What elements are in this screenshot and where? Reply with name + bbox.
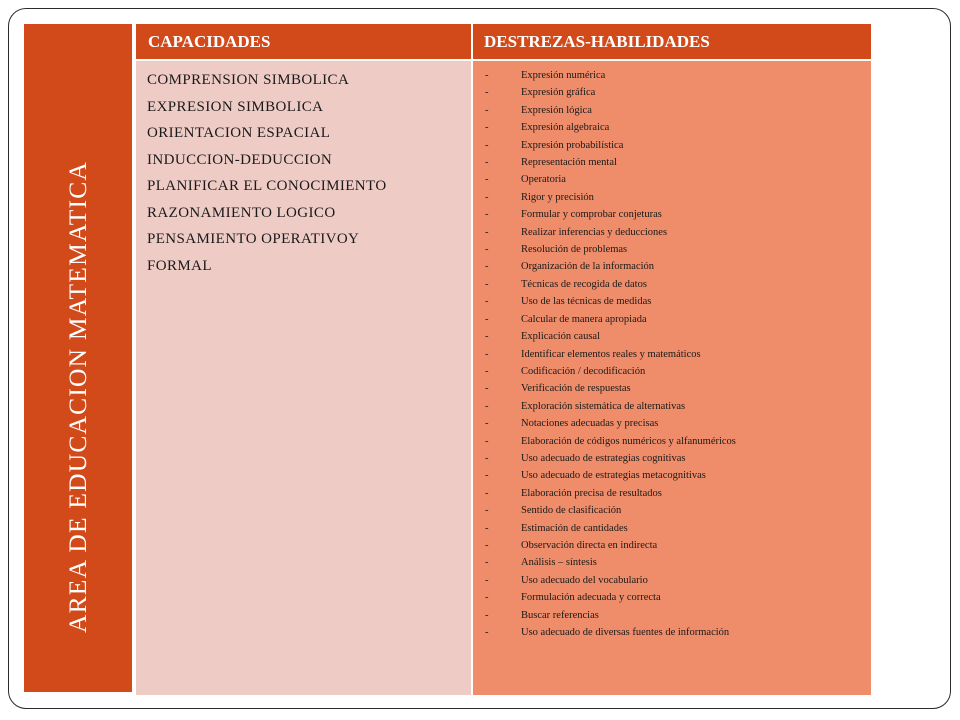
destreza-label: Expresión probabilística	[521, 139, 624, 151]
destreza-label: Estimación de cantidades	[521, 522, 628, 534]
capacidad-item: PENSAMIENTO OPERATIVOY	[147, 231, 360, 247]
side-title: AREA DE EDUCACION MATEMATICA	[63, 160, 92, 634]
bullet-dash: -	[485, 313, 489, 325]
capacidad-item: PLANIFICAR EL CONOCIMIENTO	[147, 178, 387, 194]
bullet-dash: -	[485, 383, 489, 395]
destreza-label: Organización de la información	[521, 261, 655, 273]
destreza-label: Uso adecuado del vocabulario	[521, 574, 648, 586]
bullet-dash: -	[485, 157, 489, 169]
bullet-dash: -	[485, 487, 489, 499]
destreza-label: Análisis – síntesis	[521, 557, 597, 569]
destreza-item	[485, 607, 736, 624]
destreza-label: Expresión gráfica	[521, 87, 596, 99]
destreza-label: Elaboración precisa de resultados	[521, 487, 662, 499]
destreza-item	[485, 102, 736, 119]
destreza-item	[485, 137, 736, 154]
bullet-dash: -	[485, 365, 489, 377]
destreza-label: Técnicas de recogida de datos	[521, 278, 647, 290]
destreza-label: Operatoria	[521, 174, 566, 186]
bullet-dash: -	[485, 592, 489, 604]
destreza-label: Rigor y precisión	[521, 191, 594, 203]
destreza-label: Buscar referencias	[521, 609, 599, 621]
destreza-item	[485, 206, 736, 223]
destreza-item	[485, 67, 736, 84]
destreza-label: Elaboración de códigos numéricos y alfanuméricos	[521, 435, 736, 447]
capacidad-item: COMPRENSION SIMBOLICA	[147, 72, 350, 88]
destreza-label: Expresión numérica	[521, 70, 606, 81]
destreza-item	[485, 224, 736, 241]
destreza-label: Uso adecuado de estrategias cognitivas	[521, 452, 686, 464]
bullet-dash: -	[485, 296, 489, 308]
capacidad-item: FORMAL	[147, 257, 212, 274]
bullet-dash: -	[485, 400, 489, 412]
bullet-dash: -	[485, 244, 489, 256]
bullet-dash: -	[485, 539, 489, 551]
destreza-item	[485, 328, 736, 345]
bullet-dash: -	[485, 609, 489, 621]
bullet-dash: -	[485, 557, 489, 569]
destreza-label: Codificación / decodificación	[521, 365, 646, 377]
destreza-item	[485, 84, 736, 101]
destreza-item	[485, 572, 736, 589]
destreza-label: Expresión lógica	[521, 104, 592, 116]
destreza-item	[485, 398, 736, 415]
bullet-dash: -	[485, 226, 489, 238]
destreza-label: Representación mental	[521, 157, 617, 169]
capacidad-item: RAZONAMIENTO LOGICO	[147, 204, 336, 221]
bullet-dash: -	[485, 261, 489, 273]
destrezas-list	[485, 67, 736, 641]
bullet-dash: -	[485, 139, 489, 151]
bullet-dash: -	[485, 278, 489, 290]
destreza-item	[485, 467, 736, 484]
bullet-dash: -	[485, 104, 489, 116]
destreza-item	[485, 363, 736, 380]
destreza-item	[485, 241, 736, 258]
capacidades-list	[147, 67, 387, 279]
destreza-item	[485, 276, 736, 293]
header-capacidades: CAPACIDADES	[136, 24, 471, 59]
bullet-dash: -	[485, 348, 489, 360]
bullet-dash: -	[485, 470, 489, 482]
destreza-label: Formulación adecuada y correcta	[521, 592, 661, 604]
capacidad-item: INDUCCION-DEDUCCION	[147, 151, 333, 168]
destreza-label: Notaciones adecuadas y precisas	[521, 418, 659, 430]
destreza-label: Uso adecuado de diversas fuentes de información	[521, 627, 730, 638]
bullet-dash: -	[485, 522, 489, 534]
destreza-item	[485, 433, 736, 450]
bullet-dash: -	[485, 574, 489, 586]
destreza-item	[485, 258, 736, 275]
capacidades-cell	[136, 61, 471, 695]
header-destrezas: DESTREZAS-HABILIDADES	[473, 24, 871, 59]
bullet-dash: -	[485, 191, 489, 203]
destreza-label: Calcular de manera apropiada	[521, 313, 647, 325]
bullet-dash: -	[485, 435, 489, 447]
destreza-label: Resolución de problemas	[521, 244, 628, 256]
destreza-label: Realizar inferencias y deducciones	[521, 226, 668, 238]
bullet-dash: -	[485, 70, 489, 81]
destreza-item	[485, 311, 736, 328]
destreza-item	[485, 624, 736, 641]
destreza-label: Exploración sistemática de alternativas	[521, 400, 686, 412]
destreza-item	[485, 554, 736, 571]
destreza-item	[485, 520, 736, 537]
destreza-item	[485, 380, 736, 397]
destreza-item	[485, 502, 736, 519]
destreza-label: Observación directa en indirecta	[521, 539, 658, 551]
bullet-dash: -	[485, 505, 489, 517]
bullet-dash: -	[485, 122, 489, 134]
destreza-item	[485, 189, 736, 206]
destreza-item	[485, 171, 736, 188]
bullet-dash: -	[485, 87, 489, 99]
destreza-label: Verificación de respuestas	[521, 383, 631, 395]
destreza-label: Uso de las técnicas de medidas	[521, 296, 652, 308]
destreza-item	[485, 537, 736, 554]
bullet-dash: -	[485, 627, 489, 638]
destreza-item	[485, 415, 736, 432]
destreza-item	[485, 485, 736, 502]
destreza-item	[485, 293, 736, 310]
destreza-item	[485, 346, 736, 363]
destreza-item	[485, 589, 736, 606]
bullet-dash: -	[485, 452, 489, 464]
destreza-item	[485, 154, 736, 171]
destreza-label: Sentido de clasificación	[521, 505, 622, 517]
destreza-item	[485, 119, 736, 136]
bullet-dash: -	[485, 174, 489, 186]
bullet-dash: -	[485, 331, 489, 343]
capacidad-item: ORIENTACION ESPACIAL	[147, 125, 331, 141]
destreza-label: Formular y comprobar conjeturas	[521, 209, 662, 221]
bullet-dash: -	[485, 418, 489, 430]
capacidad-item: EXPRESION SIMBOLICA	[147, 98, 324, 115]
side-banner	[24, 24, 132, 692]
destreza-label: Explicación causal	[521, 331, 601, 343]
destreza-label: Expresión algebraica	[521, 122, 610, 134]
destreza-label: Uso adecuado de estrategias metacognitivas	[521, 470, 706, 482]
destrezas-cell	[473, 61, 871, 695]
destreza-label: Identificar elementos reales y matemáticos	[521, 348, 701, 360]
bullet-dash: -	[485, 209, 489, 221]
destreza-item	[485, 450, 736, 467]
